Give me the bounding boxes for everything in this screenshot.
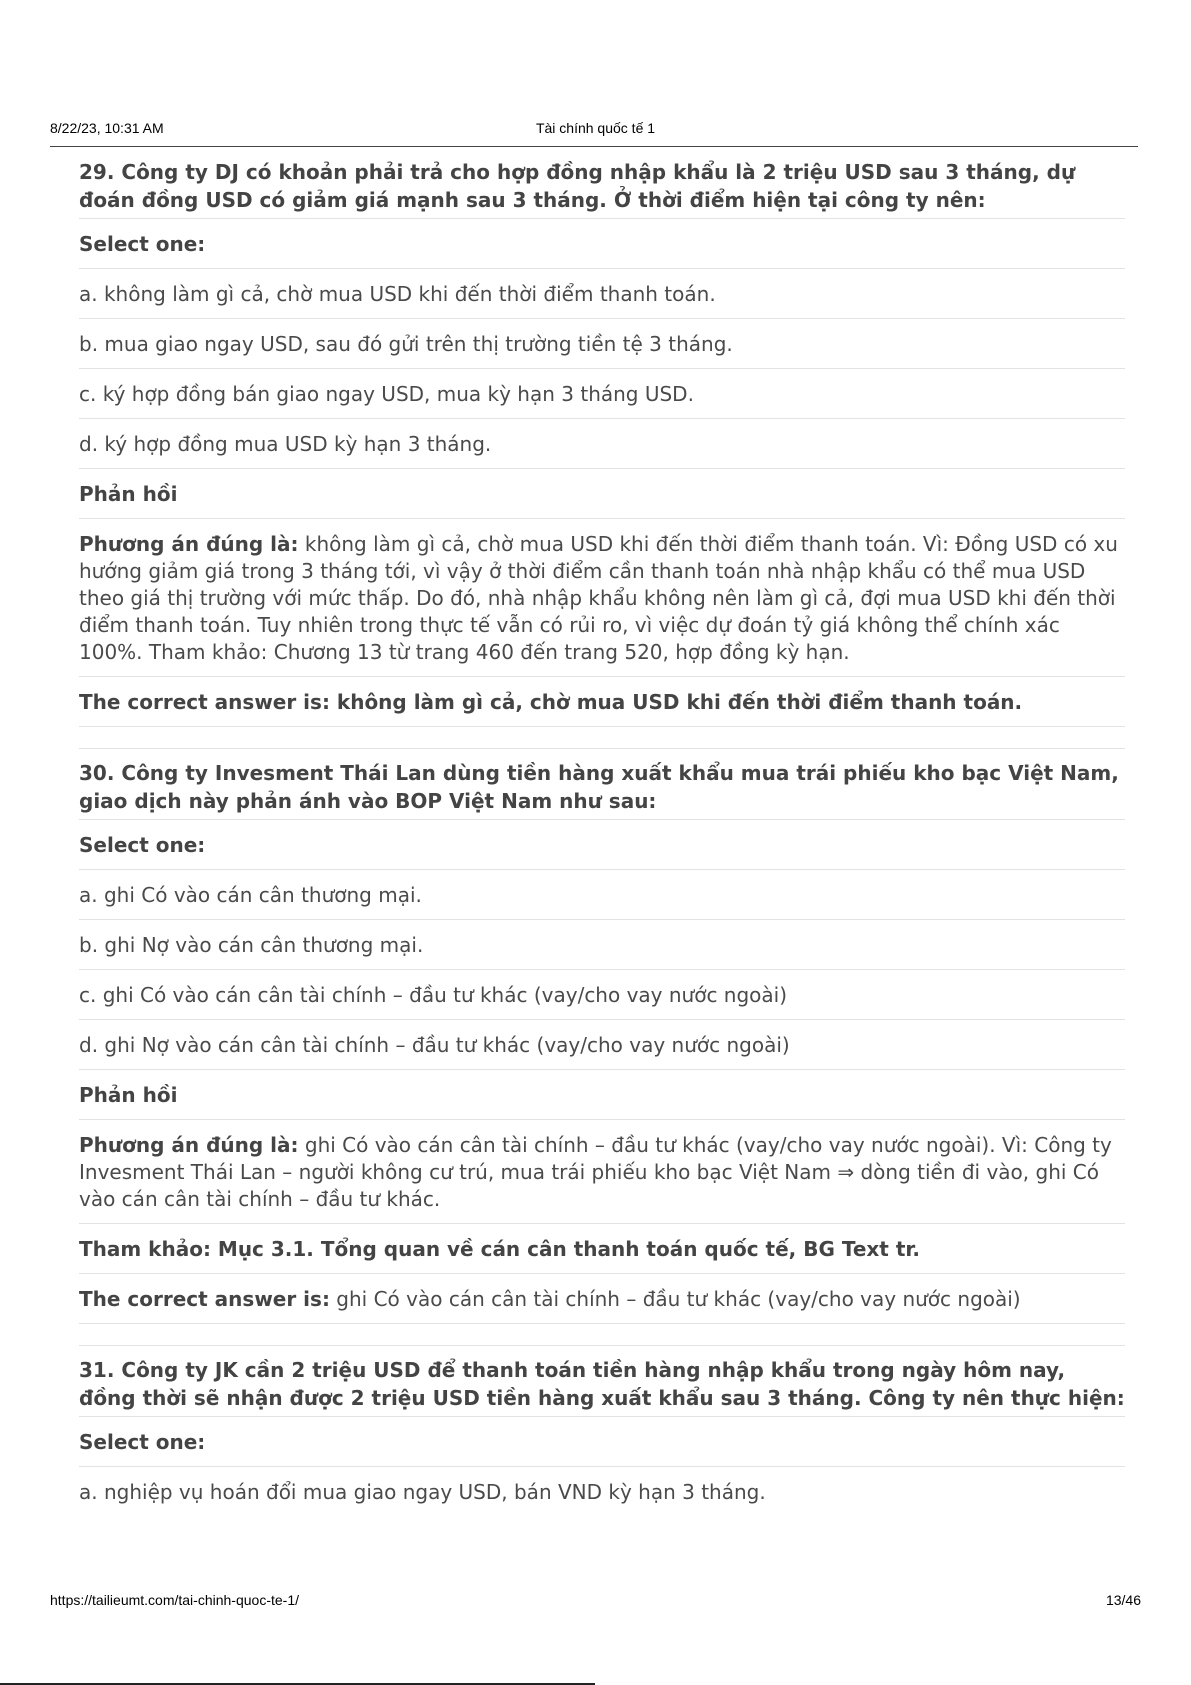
correct-answer [79,1273,1125,1323]
question-30 [79,748,1125,1345]
print-header [50,118,1141,140]
answer-prefix: Phương án đúng là: [79,1133,299,1157]
option-b[interactable]: b. mua giao ngay USD, sau đó gửi trên thị trường tiền tệ 3 tháng. [79,318,1125,368]
question-text: 30. Công ty Invesment Thái Lan dùng tiền hàng xuất khẩu mua trái phiếu kho bạc Việt Nam, giao dịch này phản ánh vào BOP Việt Nam như sau: [79,761,1119,813]
question-text: 31. Công ty JK cần 2 triệu USD để thanh toán tiền hàng nhập khẩu trong ngày hôm nay, đồng thời sẽ nhận được 2 triệu USD tiền hàng xuất khẩu sau 3 tháng. Công ty nên thực hiện: [79,1358,1125,1410]
correct-answer-prefix: The correct answer is: [79,1287,330,1311]
option-d[interactable]: d. ghi Nợ vào cán cân tài chính – đầu tư khác (vay/cho vay nước ngoài) [79,1019,1125,1069]
page-number: 13/46 [1105,1592,1141,1608]
feedback-label: Phản hồi [79,1069,1125,1119]
divider [79,726,1125,748]
feedback-explanation [79,518,1125,676]
answer-explanation: không làm gì cả, chờ mua USD khi đến thời điểm thanh toán. Vì: Đồng USD có xu hướng giảm giá trong 3 tháng tới, vì vậy ở thời điểm cần thanh toán nhà nhập khẩu có thể mua USD theo giá thị trường với mức thấp. Do đó, nhà nhập khẩu không nên làm gì cả, đợi mua USD khi đến thời điểm thanh toán. Tuy nhiên trong thực tế vẫn có rủi ro, vì việc dự đoán tỷ giá không thể chính xác 100%. Tham khảo: Chương 13 từ trang 460 đến trang 520, hợp đồng kỳ hạn. [79,532,1118,664]
option-c[interactable]: c. ký hợp đồng bán giao ngay USD, mua kỳ hạn 3 tháng USD. [79,368,1125,418]
correct-answer: The correct answer is: không làm gì cả, chờ mua USD khi đến thời điểm thanh toán. [79,676,1125,726]
option-a[interactable]: a. ghi Có vào cán cân thương mại. [79,869,1125,919]
print-date: 8/22/23, 10:31 AM [50,120,164,136]
question-31 [79,1345,1125,1516]
quiz-content [79,156,1125,1516]
print-footer [50,1592,1141,1614]
option-a[interactable]: a. không làm gì cả, chờ mua USD khi đến thời điểm thanh toán. [79,268,1125,318]
page-title: Tài chính quốc tế 1 [535,120,656,136]
reference-text: Tham khảo: Mục 3.1. Tổng quan về cán cân thanh toán quốc tế, BG Text tr. [79,1223,1125,1273]
select-one-label: Select one: [79,819,1125,869]
option-d[interactable]: d. ký hợp đồng mua USD kỳ hạn 3 tháng. [79,418,1125,468]
correct-answer-text: ghi Có vào cán cân tài chính – đầu tư khác (vay/cho vay nước ngoài) [329,1287,1021,1311]
question-text: 29. Công ty DJ có khoản phải trả cho hợp đồng nhập khẩu là 2 triệu USD sau 3 tháng, dự đoán đồng USD có giảm giá mạnh sau 3 tháng. Ở thời điểm hiện tại công ty nên: [79,160,1076,212]
page-url[interactable]: https://tailieumt.com/tai-chinh-quoc-te-1/ [50,1592,299,1608]
option-a[interactable]: a. nghiệp vụ hoán đổi mua giao ngay USD, bán VND kỳ hạn 3 tháng. [79,1466,1125,1516]
select-one-label: Select one: [79,1416,1125,1466]
feedback-label: Phản hồi [79,468,1125,518]
option-c[interactable]: c. ghi Có vào cán cân tài chính – đầu tư khác (vay/cho vay nước ngoài) [79,969,1125,1019]
divider [79,1323,1125,1345]
select-one-label: Select one: [79,218,1125,268]
header-divider [50,146,1138,147]
answer-prefix: Phương án đúng là: [79,532,299,556]
answer-explanation: ghi Có vào cán cân tài chính – đầu tư khác (vay/cho vay nước ngoài). Vì: Công ty Invesment Thái Lan – người không cư trú, mua trái phiếu kho bạc Việt Nam ⇒ dòng tiền đi vào, ghi Có vào cán cân tài chính – đầu tư khác. [79,1133,1112,1211]
question-29 [79,156,1125,748]
feedback-explanation [79,1119,1125,1223]
option-b[interactable]: b. ghi Nợ vào cán cân thương mại. [79,919,1125,969]
